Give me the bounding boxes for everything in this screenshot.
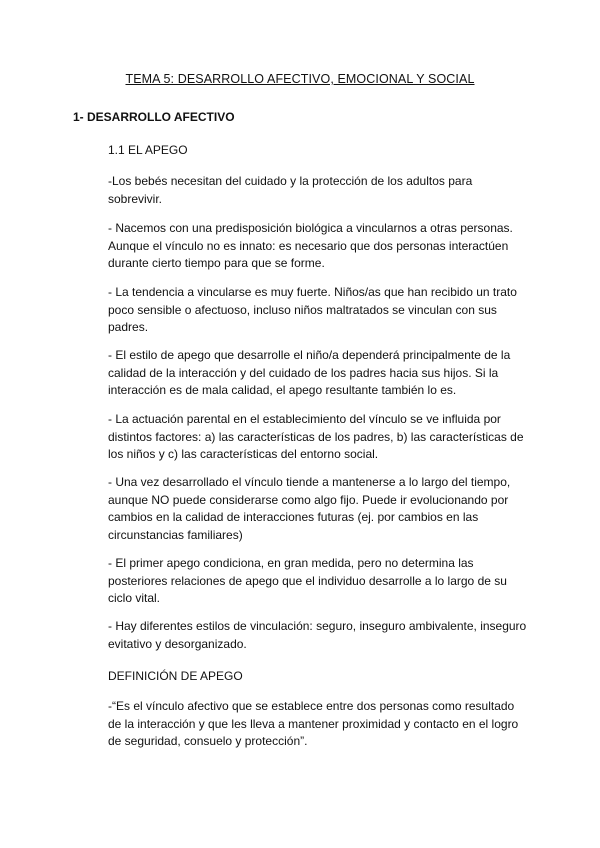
- paragraph-3: - La tendencia a vincularse es muy fuerte. Niños/as que han recibido un trato poco sensible o afectuoso, incluso niños maltratados se vinculan con sus padres.: [108, 285, 517, 334]
- document-title: TEMA 5: DESARROLLO AFECTIVO, EMOCIONAL Y SOCIAL: [125, 72, 475, 86]
- paragraph-8: - Hay diferentes estilos de vinculación: seguro, inseguro ambivalente, inseguro evitativo y desorganizado.: [108, 619, 527, 651]
- paragraph-5: - La actuación parental en el establecimiento del vínculo se ve influida por distintos factores: a) las características de los padres, b) las características de los niños y c) las características del entorno social.: [108, 412, 524, 461]
- definition-paragraph: -“Es el vínculo afectivo que se establece entre dos personas como resultado de la interacción y que les lleva a mantener proximidad y contacto en el logro de seguridad, consuelo y protección”.: [108, 699, 519, 748]
- section-heading: 1- DESARROLLO AFECTIVO: [73, 110, 235, 124]
- paragraph-4: - El estilo de apego que desarrolle el niño/a dependerá principalmente de la calidad de la interacción y del cuidado de los padres hacia sus hijos. Si la interacción es de mala calidad, el apego resultante también lo es.: [108, 348, 511, 397]
- paragraph-7: - El primer apego condiciona, en gran medida, pero no determina las posteriores relaciones de apego que el individuo desarrolle a lo largo de su ciclo vital.: [108, 556, 507, 605]
- subsection-heading: 1.1 EL APEGO: [108, 143, 188, 157]
- definition-heading: DEFINICIÓN DE APEGO: [108, 669, 243, 683]
- paragraph-6: - Una vez desarrollado el vínculo tiende a mantenerse a lo largo del tiempo, aunque NO puede considerarse como algo fijo. Puede ir evolucionando por cambios en la calidad de interacciones futuras (ej. por cambios en las circunstancias familiares): [108, 475, 511, 542]
- paragraph-1: -Los bebés necesitan del cuidado y la protección de los adultos para sobrevivir.: [108, 174, 473, 206]
- paragraph-2: - Nacemos con una predisposición biológica a vincularnos a otras personas. Aunque el vínculo no es innato: es necesario que dos personas interactúen durante cierto tiempo para que se forme.: [108, 221, 513, 270]
